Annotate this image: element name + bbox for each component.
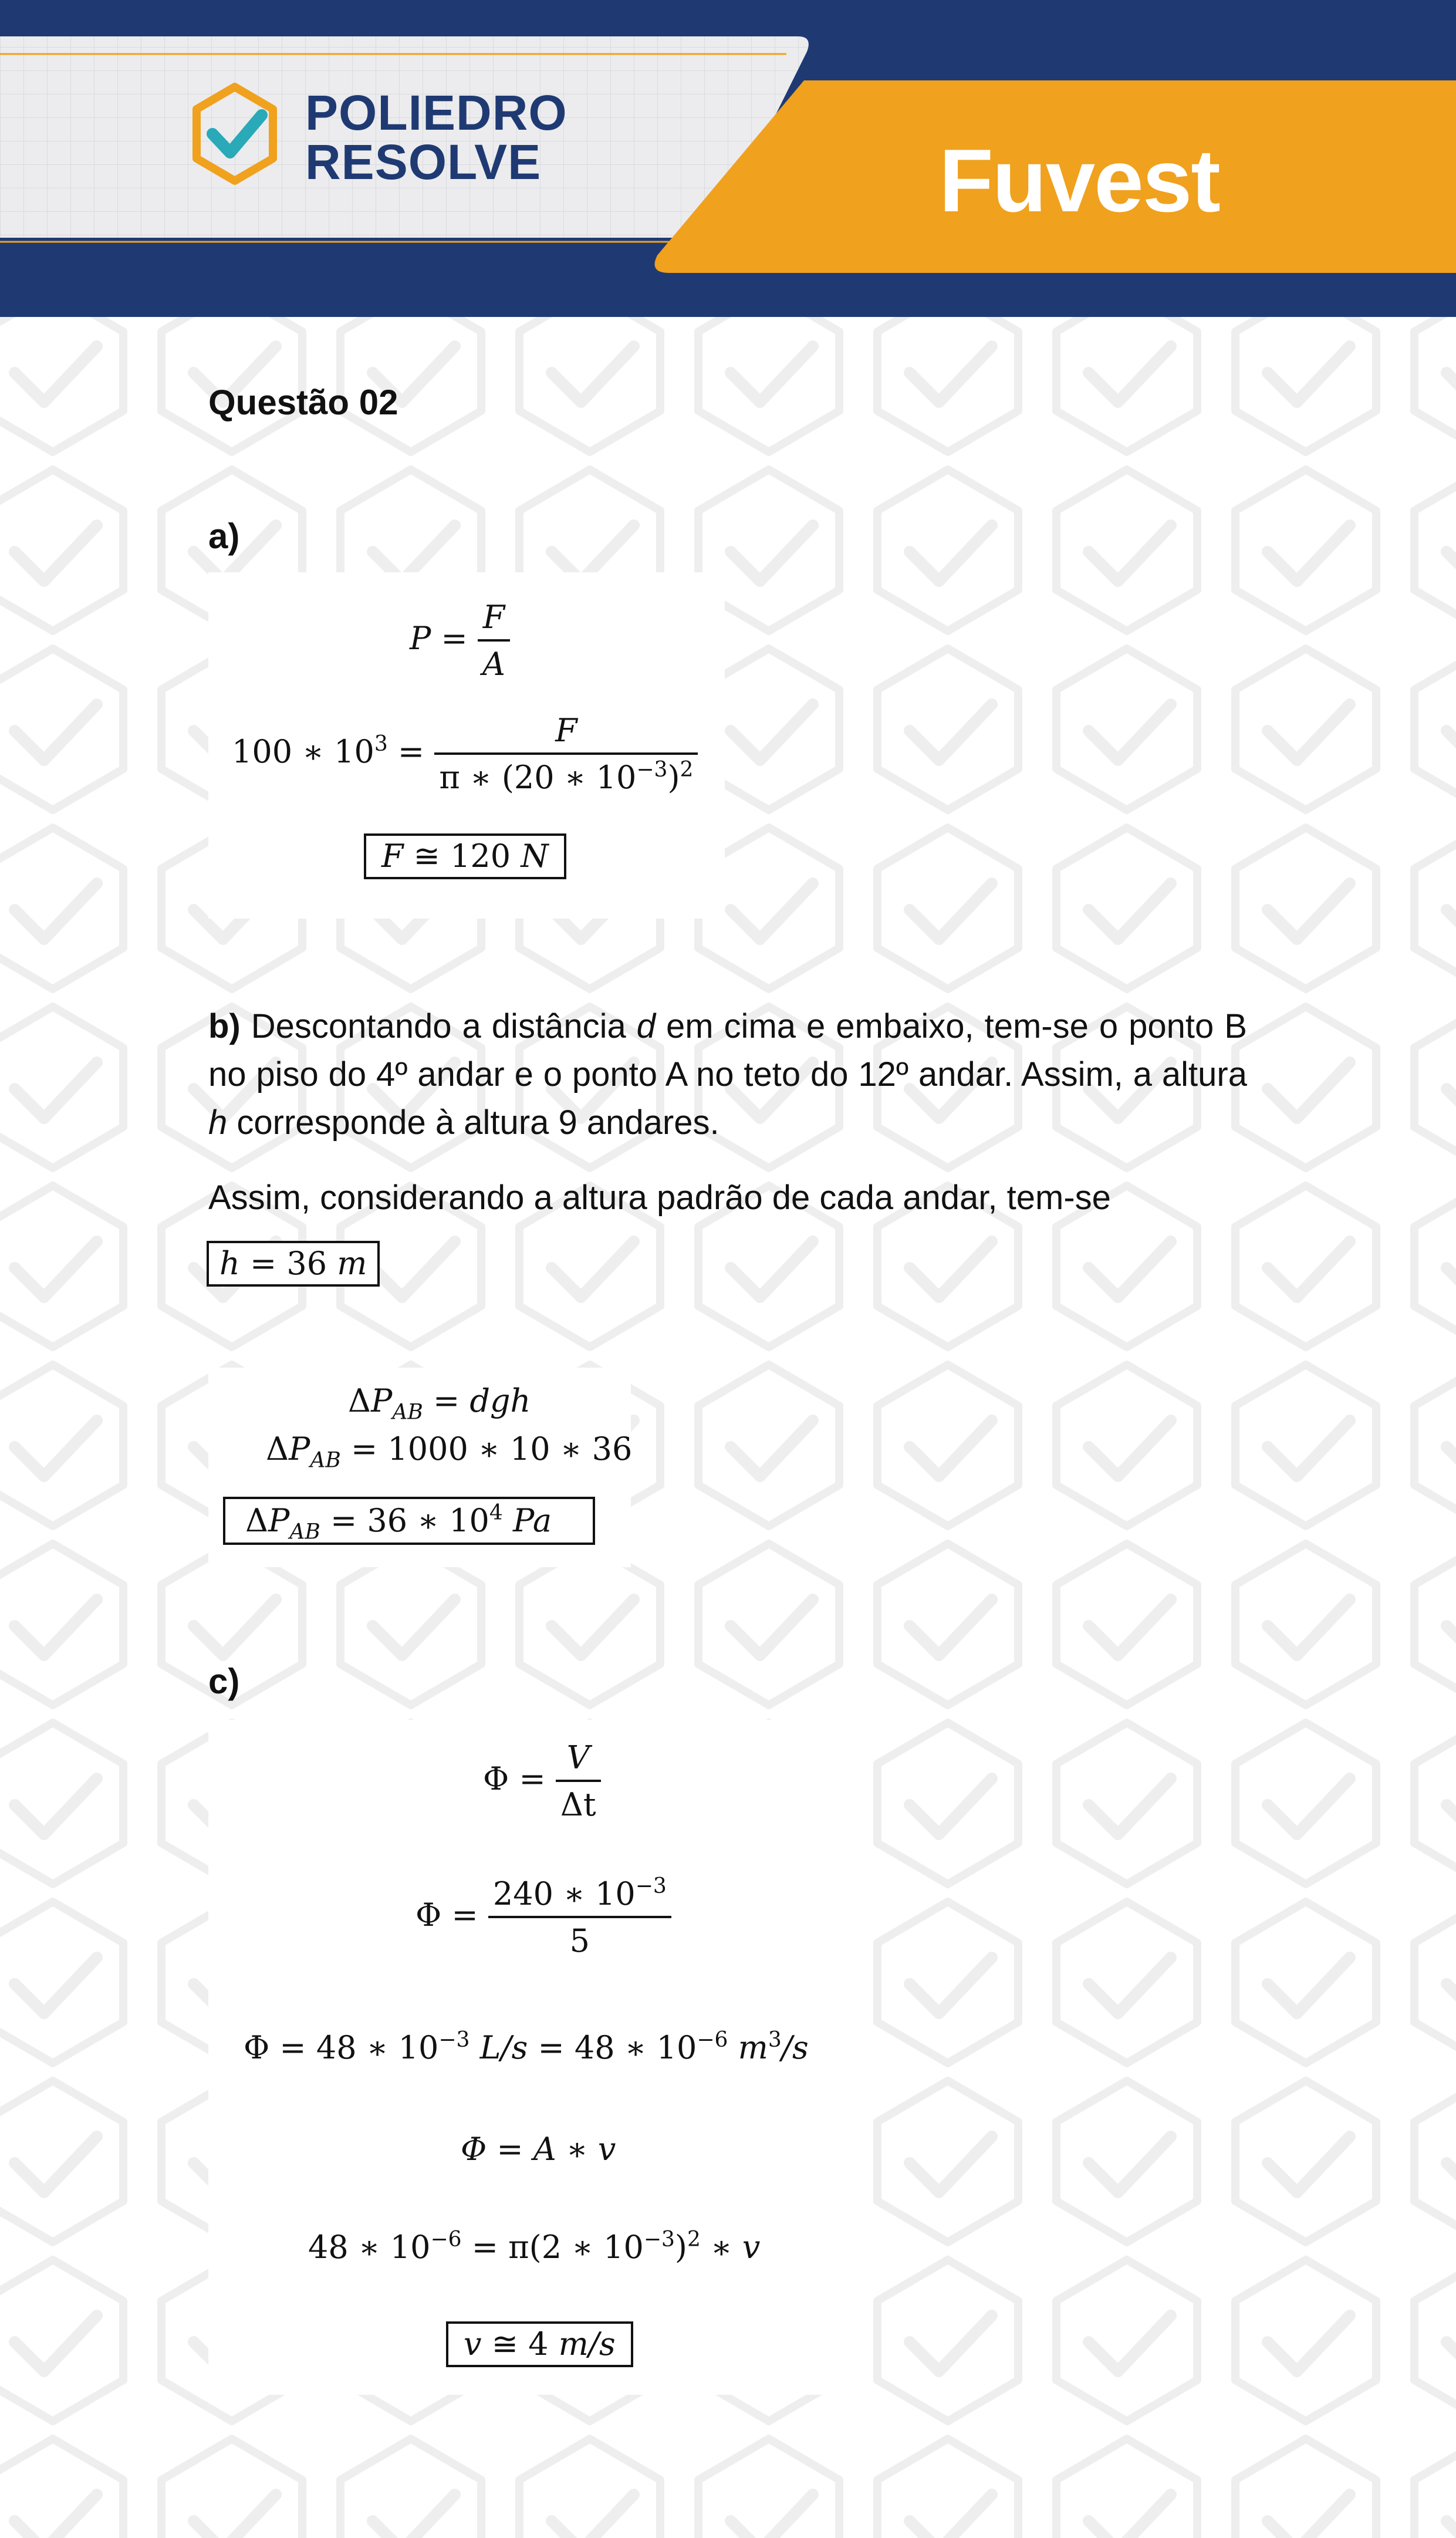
height-value: 36: [286, 1245, 327, 1282]
eq-exp2: −6: [697, 2028, 728, 2053]
eq-lhs: Φ = 48 ∗ 10: [244, 2029, 439, 2066]
result-var: F: [381, 838, 404, 875]
eq-unit2-exp: 3: [768, 2028, 782, 2053]
part-b-var-d: d: [636, 1007, 656, 1045]
eq-denominator: Δt: [560, 1786, 596, 1823]
eq-var: P: [371, 1382, 393, 1419]
eq-exp1: −3: [438, 2028, 470, 2053]
height-var: h: [219, 1245, 240, 1282]
eq-numerator: V: [566, 1739, 590, 1776]
part-a-eq-substitution: 100 ∗ $10^3$ = $\frac{F}{\pi ∗ (20 ∗ 10^{-3})^2}$: [232, 715, 698, 794]
part-c-eq-units: [244, 2028, 809, 2066]
part-c-eq-velocity-sub: 48 ∗ $10^{-6} = \pi(2$ ∗ $10^{-3})^2$ ∗ v: [308, 2228, 761, 2266]
result-exponent: 4: [489, 1501, 503, 1526]
result-value: 120: [450, 838, 511, 875]
eq-unit2: m: [738, 2029, 768, 2066]
eq-lhs: Φ: [483, 1760, 509, 1797]
eq-subscript: AB: [392, 1400, 423, 1425]
eq-rhs-exp-outer: 2: [687, 2228, 701, 2252]
eq-lhs: P: [410, 620, 431, 657]
eq-lhs: 100 ∗ 10: [232, 733, 374, 770]
eq-rhs-close: ): [674, 2229, 687, 2266]
delta-symbol: Δ: [266, 1430, 289, 1467]
den-exp-inner: −3: [636, 758, 668, 782]
part-b-eq-substitution: $\Delta P_{AB} = 1000$ ∗ 10 ∗ 36: [266, 1430, 633, 1473]
eq-numerator: F: [555, 712, 577, 749]
part-b-label: b): [208, 1007, 241, 1045]
eq-rhs: 1000 ∗ 10 ∗ 36: [387, 1430, 633, 1467]
result-var: v: [464, 2326, 482, 2362]
part-c-eq-substitution: Φ = $\frac{240 ∗ 10^{-3}}{5}$: [415, 1878, 671, 1957]
result-relation: ≅: [491, 2326, 518, 2362]
height-unit: m: [337, 1245, 367, 1282]
header-banner: [0, 0, 1456, 317]
num-base: 240 ∗ 10: [492, 1875, 636, 1912]
eq-rhs: π(2 ∗ 10: [508, 2229, 644, 2266]
part-b-eq-pressure-diff: $\Delta P_{AB}$ = dgh: [348, 1382, 531, 1425]
result-unit: N: [521, 838, 549, 875]
brand-name-line-2: RESOLVE: [305, 134, 542, 190]
delta-symbol: Δ: [245, 1502, 268, 1539]
part-b-var-h: h: [208, 1103, 228, 1142]
part-b-paragraph-2: Assim, considerando a altura padrão de cada andar, tem-se: [208, 1179, 1111, 1217]
result-unit: m/s: [558, 2326, 616, 2362]
brand-name-line-1: POLIEDRO: [305, 85, 567, 140]
num-exponent: −3: [635, 1874, 667, 1899]
part-a-result-box: [364, 833, 566, 879]
part-b-result-box: $\Delta P_{AB} = 36$ ∗ $10^4$ Pa: [223, 1497, 595, 1545]
header-background: [0, 0, 1456, 317]
den-base: π ∗ (20 ∗ 10: [439, 759, 637, 796]
part-c-eq-area-velocity: Φ = A ∗ v: [461, 2131, 616, 2168]
eq-denominator: [434, 755, 698, 794]
eq-rhs-tail: ∗ v: [711, 2229, 761, 2266]
eq-denominator: A: [482, 646, 505, 683]
part-c-eq-flow: Φ = $\frac{V}{\Delta t}$: [483, 1742, 601, 1821]
question-title: Questão 02: [208, 383, 398, 422]
eq-lhs-exp: −6: [430, 2228, 462, 2252]
eq-lhs: 48 ∗ 10: [308, 2229, 431, 2266]
den-close: ): [667, 759, 680, 796]
exam-title: Fuvest: [939, 131, 1219, 231]
eq-lhs-exponent: 3: [374, 732, 388, 757]
result-relation: ≅: [413, 838, 440, 875]
eq-unit1: L/s: [479, 2029, 528, 2066]
part-a-label: a): [208, 517, 240, 556]
result-var: P: [268, 1502, 290, 1539]
result-unit: Pa: [512, 1502, 552, 1539]
part-a-eq-pressure: P = $\frac{F}{A}$: [410, 602, 510, 680]
part-c-result-box: [446, 2321, 633, 2367]
part-b-text-2: em cima e embaixo, tem-se o ponto B no piso do 4º andar e o ponto A no teto do 12º andar. Assim, a altura: [208, 1007, 1247, 1094]
eq-unit2-tail: /s: [781, 2029, 809, 2066]
part-b-height-box: h = 36 m: [207, 1241, 380, 1287]
result-value: 4: [528, 2326, 549, 2362]
eq-rhs: dgh: [469, 1382, 531, 1419]
eq-numerator: F: [482, 599, 505, 636]
part-b-text-3: corresponde à altura 9 andares.: [237, 1103, 719, 1142]
eq-mid: = 48 ∗ 10: [538, 2029, 697, 2066]
part-b-paragraph: [208, 1003, 1247, 1147]
eq-rhs-exp-inner: −3: [643, 2228, 675, 2252]
eq-denominator: 5: [569, 1922, 590, 1959]
part-c-label: c): [208, 1662, 240, 1701]
part-b-text-1: Descontando a distância: [251, 1007, 626, 1045]
den-exp-outer: 2: [680, 758, 694, 782]
eq-subscript: AB: [310, 1448, 341, 1473]
delta-symbol: Δ: [348, 1382, 371, 1419]
result-subscript: AB: [289, 1520, 320, 1544]
result-base: 36 ∗ 10: [367, 1502, 489, 1539]
eq-lhs: Φ: [415, 1896, 442, 1933]
eq-var: P: [289, 1430, 310, 1467]
